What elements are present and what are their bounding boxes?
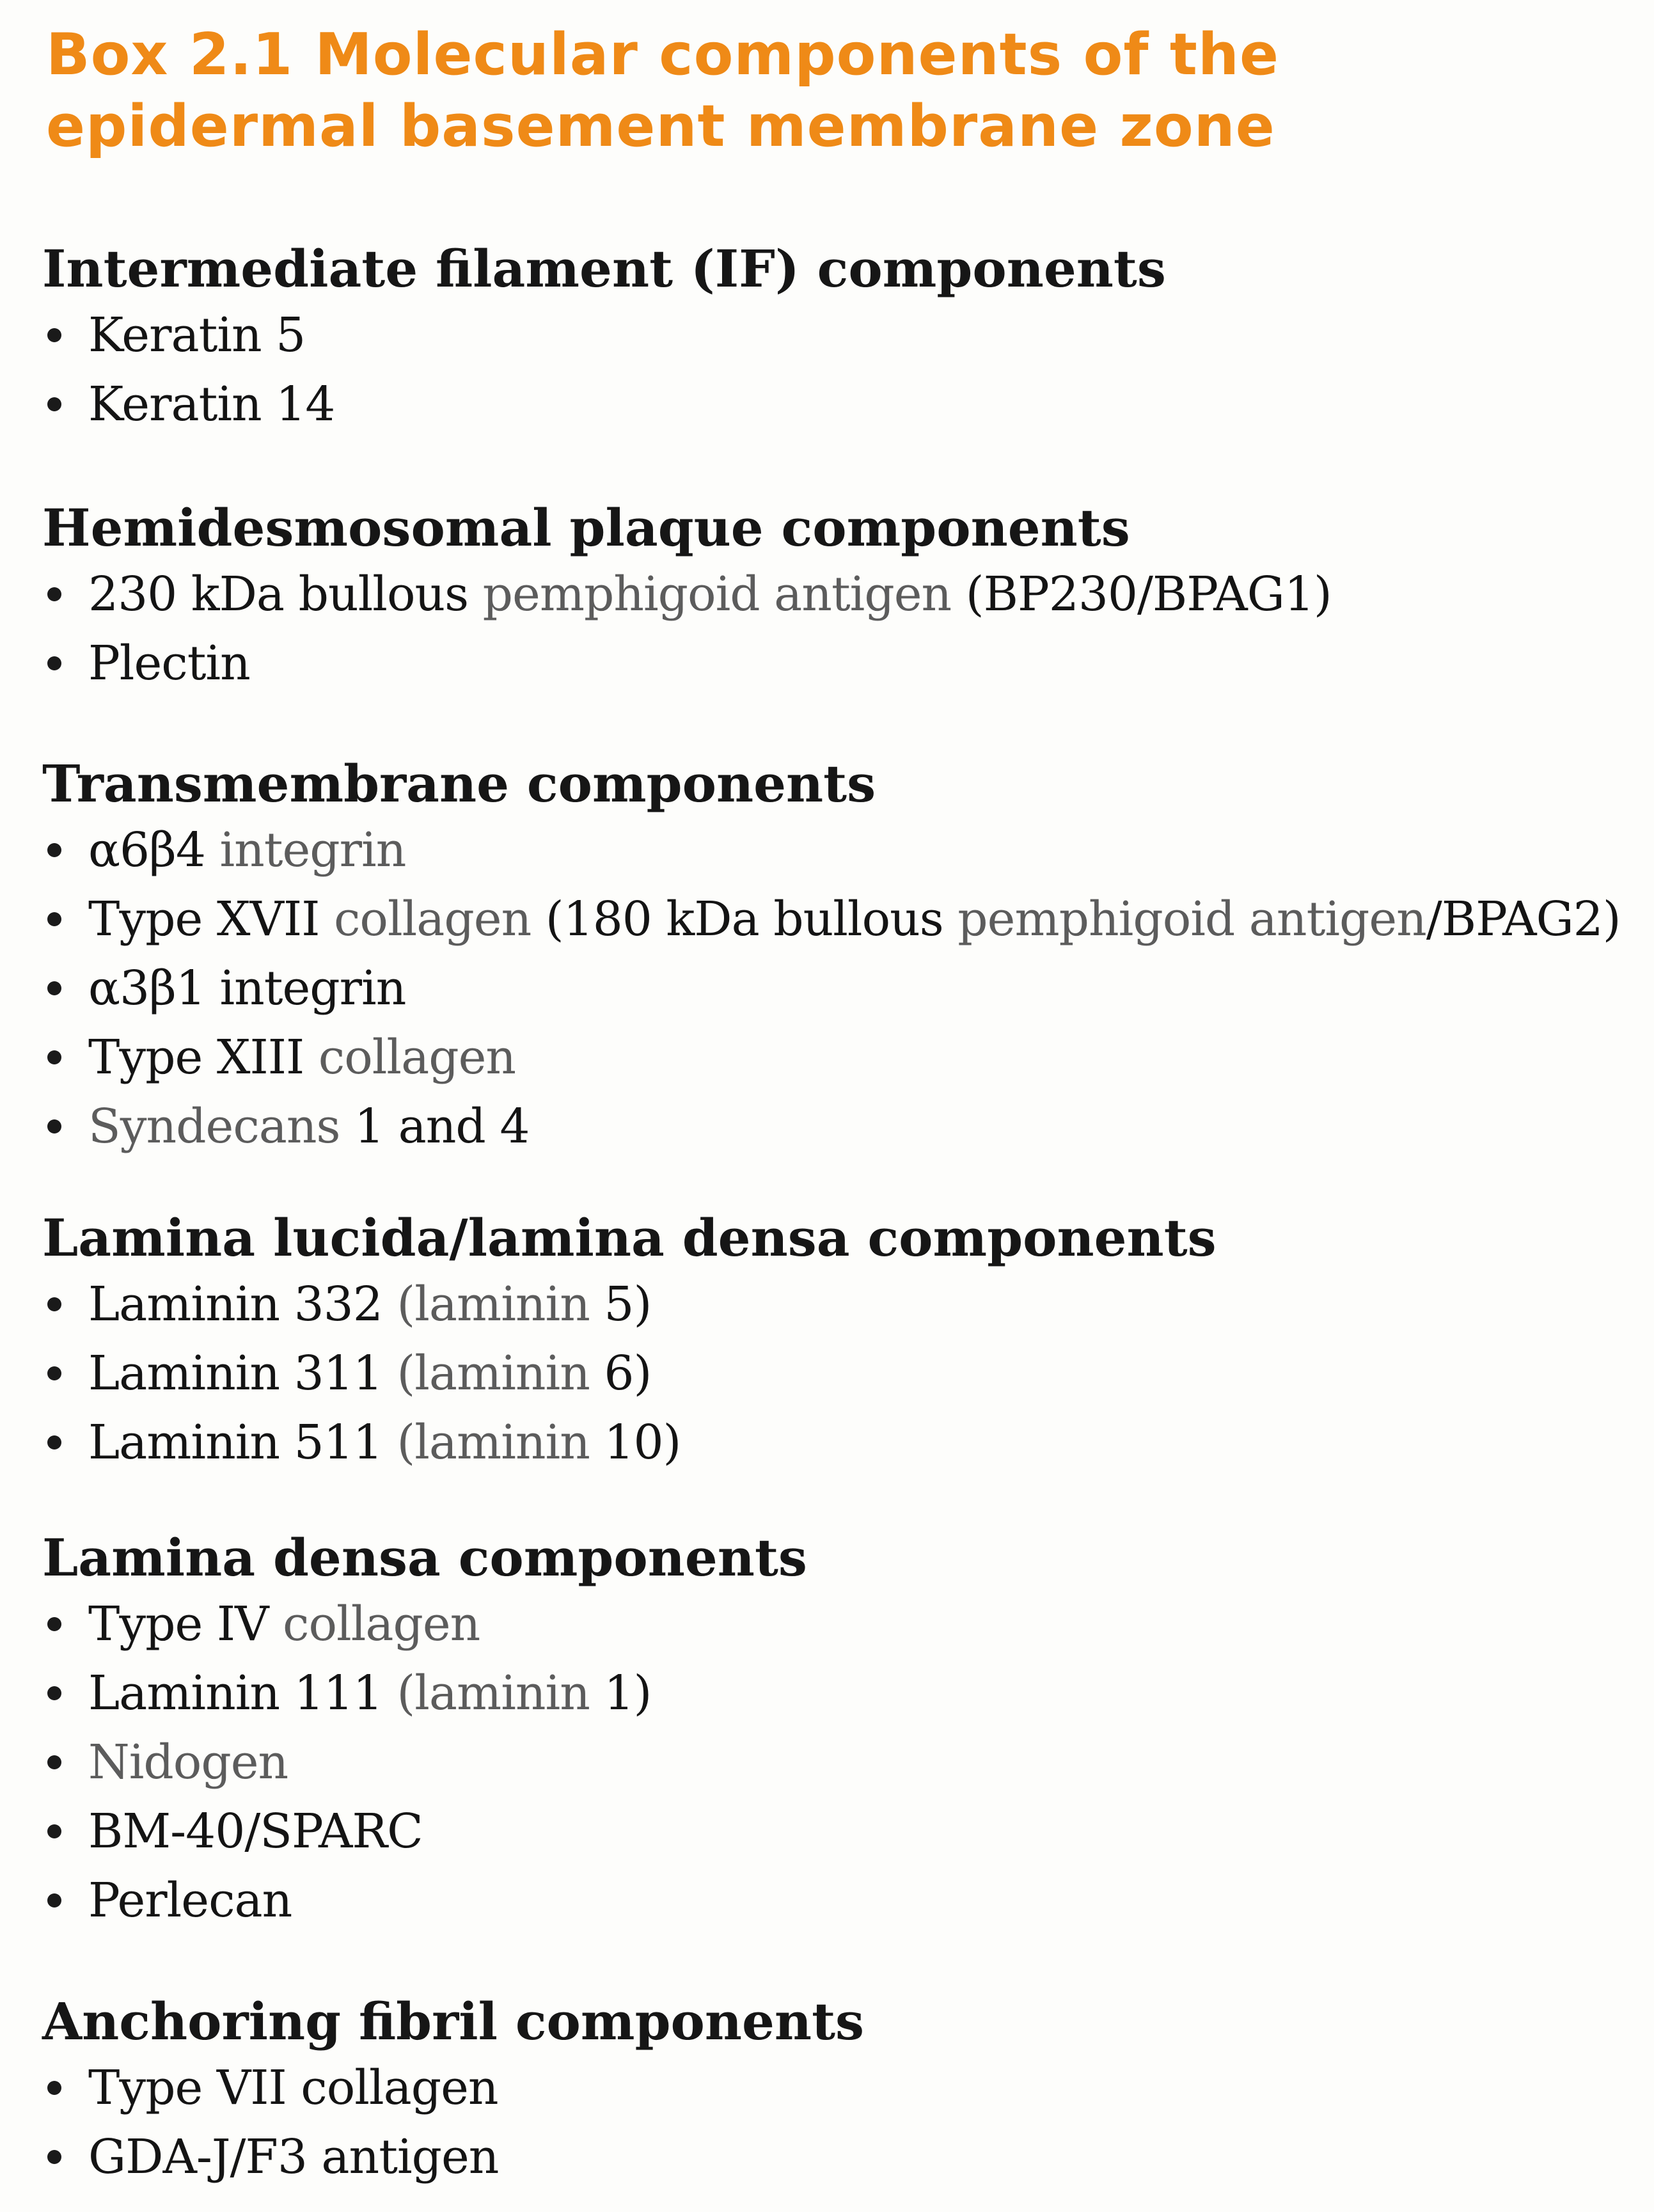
item-list	[42, 2053, 1628, 2192]
item-text: Type XVII	[88, 892, 334, 947]
item-list	[42, 560, 1628, 698]
bullet-icon	[47, 587, 61, 601]
section-0	[42, 237, 1628, 439]
bullet-icon	[47, 843, 61, 857]
box-title-text: Molecular components of the epidermal basement membrane zone	[46, 21, 1280, 160]
bullet-icon	[47, 1119, 61, 1134]
item-text: Plectin	[88, 636, 250, 691]
item-text: 1)	[589, 1666, 652, 1721]
list-item	[42, 1659, 1628, 1728]
item-text: Laminin 311	[88, 1346, 397, 1401]
item-text: GDA-J/F3 antigen	[88, 2129, 499, 2184]
item-text: (BP230/BPAG1)	[951, 567, 1332, 622]
section-heading: Anchoring fibril components	[42, 1991, 865, 2051]
item-list	[42, 301, 1628, 439]
item-text-grey: collagen	[333, 892, 532, 947]
bullet-icon	[47, 328, 61, 342]
list-item	[42, 1270, 1628, 1339]
bullet-icon	[47, 1050, 61, 1064]
list-item	[42, 1797, 1628, 1866]
bullet-icon	[47, 981, 61, 995]
item-text-grey: pemphigoid antigen	[482, 567, 952, 622]
section-3	[42, 1206, 1628, 1477]
item-text-grey: (laminin	[397, 1666, 590, 1721]
item-text: Type VII collagen	[88, 2060, 498, 2115]
list-item	[42, 1408, 1628, 1477]
bullet-icon	[47, 1617, 61, 1631]
bullet-icon	[47, 1893, 61, 1908]
list-item	[42, 885, 1628, 954]
item-text: Type IV	[88, 1597, 283, 1652]
list-item	[42, 370, 1628, 439]
item-text: Type XIII	[88, 1030, 319, 1085]
item-list	[42, 1270, 1628, 1477]
item-text: 230 kDa bullous	[88, 567, 483, 622]
item-text-grey: (laminin	[397, 1277, 590, 1332]
item-text: 10)	[589, 1415, 681, 1470]
list-item	[42, 816, 1628, 885]
item-list	[42, 816, 1628, 1161]
item-list	[42, 1590, 1628, 1935]
section-heading: Hemidesmosomal plaque components	[42, 498, 1130, 558]
section-heading: Transmembrane components	[42, 754, 876, 814]
item-text: Laminin 111	[88, 1666, 397, 1721]
item-text-grey: Nidogen	[88, 1735, 288, 1790]
bullet-icon	[47, 1297, 61, 1311]
list-item	[42, 1339, 1628, 1408]
item-text: /BPAG2)	[1426, 892, 1621, 947]
section-1	[42, 496, 1628, 698]
bullet-icon	[47, 1755, 61, 1769]
section-heading: Lamina densa components	[42, 1528, 807, 1588]
list-item	[42, 954, 1628, 1023]
item-text: 5)	[589, 1277, 652, 1332]
bullet-icon	[47, 397, 61, 411]
bullet-icon	[47, 1366, 61, 1380]
item-text: 1 and 4	[340, 1099, 530, 1154]
list-item	[42, 1023, 1628, 1092]
item-text: Laminin 332	[88, 1277, 397, 1332]
section-4	[42, 1526, 1628, 1935]
bullet-icon	[47, 2081, 61, 2095]
list-item	[42, 1866, 1628, 1935]
section-heading: Lamina lucida/lamina densa components	[42, 1208, 1217, 1268]
bullet-icon	[47, 2150, 61, 2164]
list-item	[42, 629, 1628, 698]
list-item	[42, 2053, 1628, 2122]
item-text: BM-40/SPARC	[88, 1804, 423, 1859]
item-text: Perlecan	[88, 1873, 292, 1928]
bullet-icon	[47, 1435, 61, 1450]
item-text: (180 kDa bullous	[531, 892, 958, 947]
section-2	[42, 752, 1628, 1161]
item-text: α6β4	[88, 823, 220, 878]
list-item	[42, 560, 1628, 629]
bullet-icon	[47, 1686, 61, 1700]
box-title	[46, 19, 1619, 162]
box-number: Box 2.1	[46, 21, 294, 88]
item-text-grey: (laminin	[397, 1415, 590, 1470]
bullet-icon	[47, 656, 61, 670]
section-heading: Intermediate filament (IF) components	[42, 239, 1166, 299]
list-item	[42, 1092, 1628, 1161]
item-text-grey: Syndecans	[88, 1099, 340, 1154]
bullet-icon	[47, 1824, 61, 1838]
item-text-grey: (laminin	[397, 1346, 590, 1401]
list-item	[42, 2122, 1628, 2192]
list-item	[42, 1590, 1628, 1659]
item-text-grey: collagen	[318, 1030, 516, 1085]
bullet-icon	[47, 912, 61, 926]
item-text: α3β1 integrin	[88, 961, 406, 1016]
item-text: 6)	[589, 1346, 652, 1401]
item-text-grey: collagen	[283, 1597, 480, 1652]
item-text: Keratin 14	[88, 377, 335, 432]
list-item	[42, 301, 1628, 370]
item-text-grey: integrin	[219, 823, 406, 878]
list-item	[42, 1728, 1628, 1797]
item-text: Laminin 511	[88, 1415, 397, 1470]
section-5	[42, 1989, 1628, 2192]
item-text-grey: pemphigoid antigen	[957, 892, 1426, 947]
item-text: Keratin 5	[88, 308, 306, 363]
